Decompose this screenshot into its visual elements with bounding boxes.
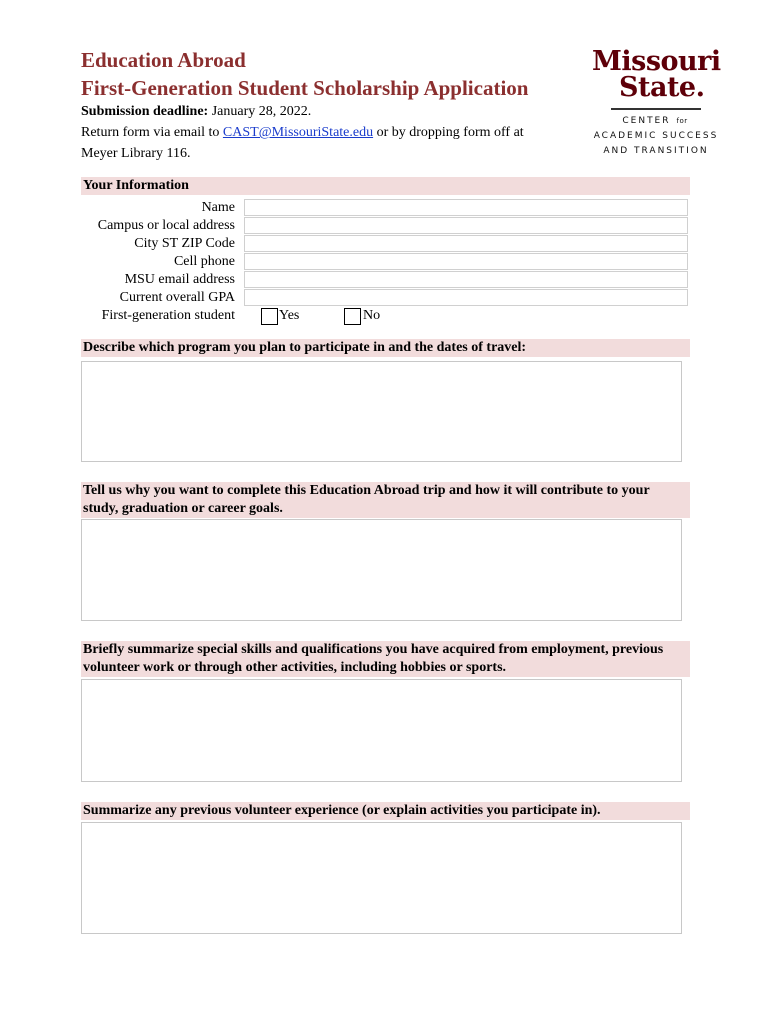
logo-and-transition: AND TRANSITION <box>603 146 709 156</box>
no-checkbox[interactable] <box>344 308 361 325</box>
deadline-label: Submission deadline: <box>81 104 209 119</box>
logo-missouri: Missouri <box>592 46 721 77</box>
logo-academic-success: ACADEMIC SUCCESS <box>593 131 719 141</box>
label-first-generation: First-generation student <box>101 308 235 323</box>
return-location: Meyer Library 116. <box>81 146 191 161</box>
label-name: Name <box>201 200 235 215</box>
no-label: No <box>363 308 381 323</box>
label-gpa: Current overall GPA <box>119 290 235 305</box>
label-msu-email: MSU email address <box>124 272 235 287</box>
logo-divider <box>611 108 701 110</box>
yes-label: Yes <box>279 308 300 323</box>
answer-program-dates[interactable] <box>81 361 682 462</box>
input-gpa[interactable] <box>244 289 688 306</box>
question-volunteer: Summarize any previous volunteer experience (or explain activities you participate in). <box>81 802 690 820</box>
section-header-your-information: Your Information <box>81 177 690 195</box>
logo-state: State. <box>619 72 705 103</box>
return-text-before: Return form via email to <box>81 125 223 140</box>
return-instructions <box>81 123 524 143</box>
answer-goals[interactable] <box>81 519 682 621</box>
answer-volunteer[interactable] <box>81 822 682 934</box>
input-cell-phone[interactable] <box>244 253 688 270</box>
form-title-line2: First-Generation Student Scholarship Application <box>81 76 529 100</box>
form-title-line1: Education Abroad <box>81 48 246 72</box>
input-name[interactable] <box>244 199 688 216</box>
logo-center-word: CENTER <box>622 116 671 126</box>
logo-for-word: for <box>676 117 688 125</box>
question-skills: Briefly summarize special skills and qualifications you have acquired from employment, previous volunteer work or through other activities, including hobbies or sports. <box>81 641 690 677</box>
label-campus-address: Campus or local address <box>97 218 235 233</box>
logo-center <box>588 116 722 126</box>
yes-checkbox[interactable] <box>261 308 278 325</box>
question-program-dates: Describe which program you plan to participate in and the dates of travel: <box>81 339 690 357</box>
deadline-value: January 28, 2022. <box>208 104 312 119</box>
input-campus-address[interactable] <box>244 217 688 234</box>
input-msu-email[interactable] <box>244 271 688 288</box>
label-city-st-zip: City ST ZIP Code <box>134 236 235 251</box>
submission-deadline <box>81 102 311 122</box>
answer-skills[interactable] <box>81 679 682 782</box>
question-goals: Tell us why you want to complete this Education Abroad trip and how it will contribute to your study, graduation or career goals. <box>81 482 690 518</box>
email-link[interactable]: CAST@MissouriState.edu <box>222 125 374 140</box>
label-cell-phone: Cell phone <box>173 254 235 269</box>
input-city-st-zip[interactable] <box>244 235 688 252</box>
return-text-after: or by dropping form off at <box>373 125 524 140</box>
missouri-state-logo <box>588 46 728 162</box>
